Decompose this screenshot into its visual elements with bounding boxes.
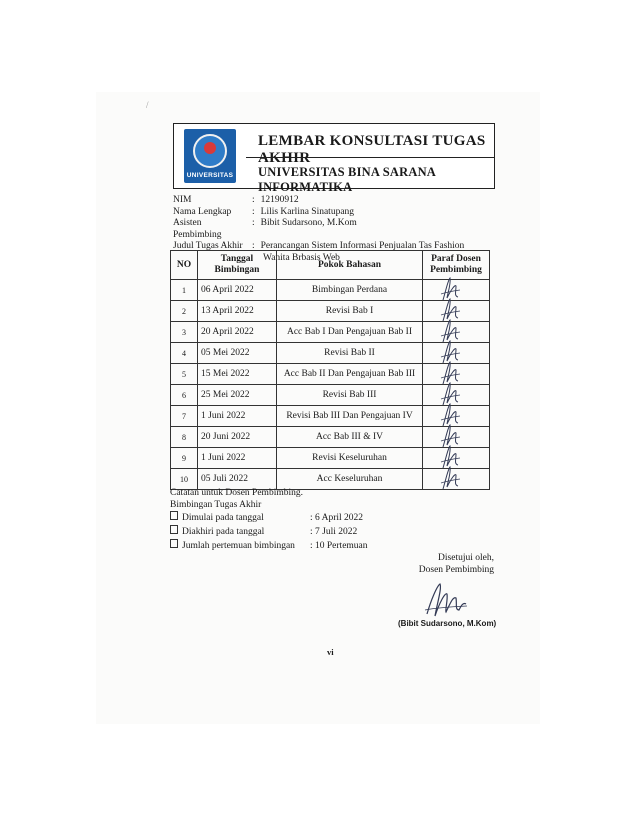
end-label: Diakhiri pada tanggal <box>182 527 265 537</box>
nim-value: 12190912 <box>260 195 299 205</box>
row-number: 3 <box>171 322 198 343</box>
header-topic: Pokok Bahasan <box>277 251 423 280</box>
approval-block <box>400 553 494 576</box>
end-value: : 7 Juli 2022 <box>310 527 358 537</box>
row-topic: Acc Bab I Dan Pengajuan Bab II <box>277 322 423 343</box>
row-topic: Revisi Bab III Dan Pengajuan IV <box>277 406 423 427</box>
row-number: 9 <box>171 448 198 469</box>
student-info: NIM : 12190912 Nama Lengkap : Lilis Karlina Sinatupang Asisten Pembimbing : Bibit Sudarsono, M.Kom Judul Tugas Akhir : Perancangan Sistem Informasi Penjualan Tas Fashion Wanita Brbasis Web <box>173 195 472 264</box>
row-date: 05 Mei 2022 <box>198 343 277 364</box>
row-number: 1 <box>171 280 198 301</box>
university-name: UNIVERSITAS BINA SARANA INFORMATIKA <box>258 165 436 194</box>
row-number: 6 <box>171 385 198 406</box>
university-logo <box>184 129 236 183</box>
advisor-signature <box>423 580 469 620</box>
row-topic: Revisi Bab III <box>277 385 423 406</box>
logo-caption: UNIVERSITAS <box>186 172 234 179</box>
consultation-table <box>170 250 490 490</box>
row-date: 20 April 2022 <box>198 322 277 343</box>
checkbox-count <box>170 539 178 548</box>
page-number: vi <box>327 647 334 657</box>
approval-line-1: Disetujui oleh, <box>438 553 494 563</box>
row-date: 25 Mei 2022 <box>198 385 277 406</box>
approval-line-2: Dosen Pembimbing <box>418 564 494 575</box>
thesis-value: Perancangan Sistem Informasi Penjualan Tas Fashion <box>260 241 465 251</box>
scan-mark: / <box>146 100 149 110</box>
row-topic: Revisi Keseluruhan <box>277 448 423 469</box>
advisor-value: Bibit Sudarsono, M.Kom <box>260 218 357 228</box>
row-date: 05 Juli 2022 <box>198 469 277 490</box>
notes-line-1: Catatan untuk Dosen Pembimbing. <box>170 488 303 498</box>
row-number: 5 <box>171 364 198 385</box>
row-number: 4 <box>171 343 198 364</box>
row-topic: Acc Bab II Dan Pengajuan Bab III <box>277 364 423 385</box>
header-no: NO <box>171 251 198 280</box>
paraf-signature <box>439 465 461 491</box>
advisor-label: Asisten Pembimbing <box>173 218 222 240</box>
document-title: LEMBAR KONSULTASI TUGAS AKHIR <box>258 133 486 166</box>
start-label: Dimulai pada tanggal <box>182 513 264 523</box>
notes-line-2: Bimbingan Tugas Akhir <box>170 500 262 510</box>
row-number: 8 <box>171 427 198 448</box>
checkbox-end <box>170 525 178 534</box>
document-header <box>173 123 495 194</box>
notes-section <box>170 487 368 553</box>
row-date: 15 Mei 2022 <box>198 364 277 385</box>
count-label: Jumlah pertemuan bimbingan <box>182 541 295 551</box>
row-number: 10 <box>171 469 198 490</box>
thesis-value-continued: Wanita Brbasis Web <box>263 252 340 263</box>
row-signature <box>423 469 490 490</box>
row-date: 06 April 2022 <box>198 280 277 301</box>
row-topic: Bimbingan Perdana <box>277 280 423 301</box>
row-number: 7 <box>171 406 198 427</box>
row-date: 1 Juni 2022 <box>198 406 277 427</box>
row-topic: Revisi Bab II <box>277 343 423 364</box>
row-topic: Acc Bab III & IV <box>277 427 423 448</box>
row-date: 1 Juni 2022 <box>198 448 277 469</box>
header-signature: Paraf Dosen Pembimbing <box>423 251 490 280</box>
advisor-name: (Bibit Sudarsono, M.Kom) <box>398 619 497 628</box>
header-date: Tanggal Bimbingan <box>198 251 277 280</box>
count-value: : 10 Pertemuan <box>310 541 368 551</box>
header-divider <box>246 157 494 158</box>
start-value: : 6 April 2022 <box>310 513 364 523</box>
thesis-label: Judul Tugas Akhir <box>173 241 243 251</box>
name-label: Nama Lengkap <box>173 206 232 217</box>
row-date: 13 April 2022 <box>198 301 277 322</box>
row-number: 2 <box>171 301 198 322</box>
checkbox-start <box>170 511 178 520</box>
row-topic: Revisi Bab I <box>277 301 423 322</box>
name-value: Lilis Karlina Sinatupang <box>260 206 355 217</box>
row-date: 20 Juni 2022 <box>198 427 277 448</box>
nim-label: NIM <box>173 195 192 205</box>
row-topic: Acc Keseluruhan <box>277 469 423 490</box>
